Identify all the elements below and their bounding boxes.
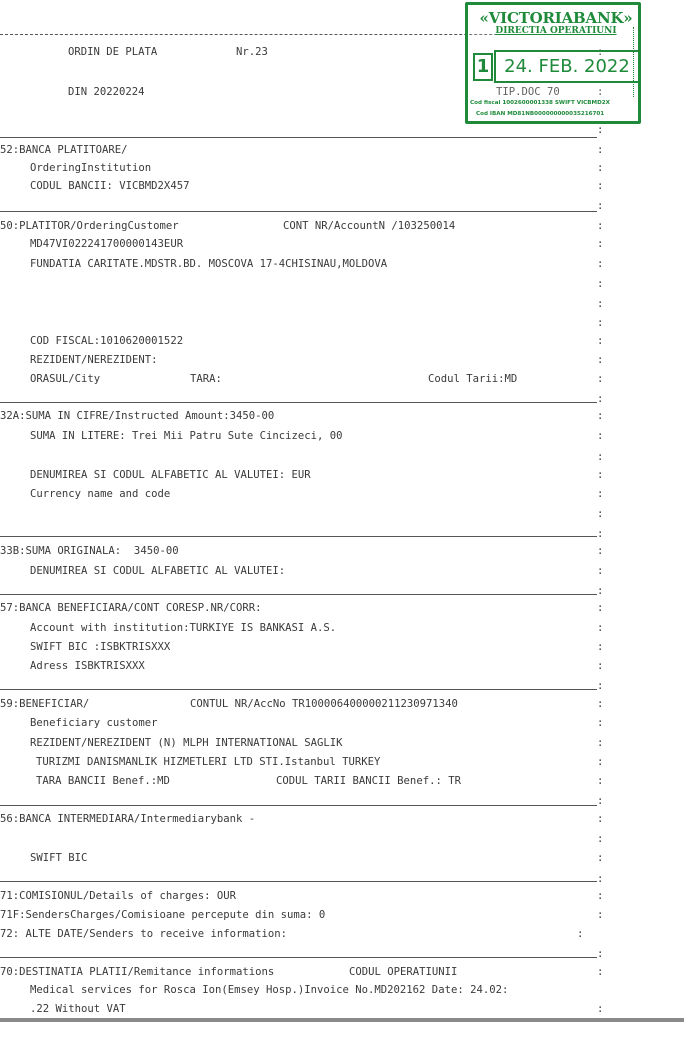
header-line-date: DIN 20220224 TIP.DOC 70 :: [68, 86, 604, 98]
stamp-iban-line: Cod IBAN MD81NB000000000035216701: [476, 111, 605, 117]
s57-address: Adress ISBKTRISXXX: [30, 660, 145, 672]
s59-resident: REZIDENT/NEREZIDENT (N) MLPH INTERNATIONAL SAGLIK: [30, 737, 343, 749]
s59-name-cont: TURIZMI DANISMANLIK HIZMETLERI LTD STI.Istanbul TURKEY: [36, 756, 381, 768]
s50-iban: MD47VI022241700000143EUR: [30, 238, 184, 250]
stamp-bank-name: «VICTORIABANK»: [479, 9, 633, 27]
s50-resident: REZIDENT/NEREZIDENT:: [30, 354, 158, 366]
s57-institution: Account with institution:TURKIYE IS BANKASI A.S.: [30, 622, 337, 634]
s70-title: 70:DESTINATIA PLATII/Remitance informations: [0, 966, 275, 978]
s52-bank-code: CODUL BANCII: VICBMD2X457: [30, 180, 190, 192]
s56-swift: SWIFT BIC: [30, 852, 88, 864]
s32a-amount-words: SUMA IN LITERE: Trei Mii Patru Sute Cincizeci, 00: [30, 430, 343, 442]
s57-title: 57:BANCA BENEFICIARA/CONT CORESP.NR/CORR:: [0, 602, 262, 614]
s70-op-code: CODUL OPERATIUNII: [349, 966, 458, 978]
s33b-title: 33B:SUMA ORIGINALA: 3450-00: [0, 545, 179, 557]
s50-name-address: FUNDATIA CARITATE.MDSTR.BD. MOSCOVA 17-4CHISINAU,MOLDOVA: [30, 258, 388, 270]
divider: [0, 957, 597, 958]
section-70: 70:DESTINATIA PLATII/Remitance informations CODUL OPERATIUNII :: [0, 966, 604, 978]
s50-city: ORASUL/City: [30, 373, 101, 385]
order-number: Nr.23: [236, 46, 268, 58]
s59-bank-country: TARA BANCII Benef.:MD: [36, 775, 170, 787]
s50-country: TARA:: [190, 373, 222, 385]
separator: :: [597, 46, 604, 58]
s59-title: 59:BENEFICIAR/: [0, 698, 90, 710]
section-33b: 33B:SUMA ORIGINALA: 3450-00 :: [0, 545, 604, 557]
s59-account: CONTUL NR/AccNo TR100006400000211230971340: [190, 698, 458, 710]
divider: [0, 881, 597, 882]
s50-title: 50:PLATITOR/OrderingCustomer: [0, 220, 179, 232]
bottom-scroll-edge: [0, 1018, 684, 1022]
s50-fiscal-code: COD FISCAL:1010620001522: [30, 335, 184, 347]
s50-country-code: Codul Tarii:MD: [428, 373, 518, 385]
section-56: 56:BANCA INTERMEDIARA/Intermediarybank - :: [0, 813, 604, 825]
section-52: 52:BANCA PLATITOARE/ :: [0, 144, 604, 156]
bank-stamp: [465, 2, 641, 124]
s52-title: 52:BANCA PLATITOARE/: [0, 144, 128, 156]
s57-swift: SWIFT BIC :ISBKTRISXXX: [30, 641, 171, 653]
s72-other-data: 72: ALTE DATE/Senders to receive information:: [0, 928, 288, 940]
order-title: ORDIN DE PLATA: [68, 46, 158, 58]
s56-title: 56:BANCA INTERMEDIARA/Intermediarybank -: [0, 813, 256, 825]
s32a-currency-en: Currency name and code: [30, 488, 171, 500]
s32a-title: 32A:SUMA IN CIFRE/Instructed Amount:3450-00: [0, 410, 275, 422]
s33b-currency: DENUMIREA SI CODUL ALFABETIC AL VALUTEI:: [30, 565, 286, 577]
stamp-number: 1: [473, 53, 493, 81]
s71f-senders-charges: 71F:SendersCharges/Comisioane percepute din suma: 0: [0, 909, 326, 921]
stamp-department: DIRECTIA OPERATIUNI: [495, 26, 617, 36]
doc-type: TIP.DOC 70: [496, 86, 560, 98]
divider: [0, 402, 597, 403]
s71-charges: 71:COMISIONUL/Details of charges: OUR: [0, 890, 236, 902]
stamp-fiscal-line: Cod fiscal 1002600001338 SWIFT VICBMD2X: [470, 100, 610, 106]
divider: [0, 211, 597, 212]
stamp-date: 24. FEB. 2022: [494, 50, 640, 83]
s32a-currency: DENUMIREA SI CODUL ALFABETIC AL VALUTEI: EUR: [30, 469, 311, 481]
s70-details-1: Medical services for Rosca Ion(Emsey Hosp.)Invoice No.MD202162 Date: 24.02:: [30, 984, 509, 996]
section-32a: 32A:SUMA IN CIFRE/Instructed Amount:3450-00 :: [0, 410, 604, 422]
section-50: 50:PLATITOR/OrderingCustomer CONT NR/AccountN /103250014 :: [0, 220, 604, 232]
divider: [0, 137, 597, 138]
divider: [0, 594, 597, 595]
s59-customer: Beneficiary customer: [30, 717, 158, 729]
section-71: 71:COMISIONUL/Details of charges: OUR :: [0, 890, 604, 902]
order-date: DIN 20220224: [68, 86, 145, 98]
s50-account: CONT NR/AccountN /103250014: [283, 220, 456, 232]
s70-details-2: .22 Without VAT: [30, 1003, 126, 1015]
divider: [0, 805, 597, 806]
divider: [0, 689, 597, 690]
divider: [0, 536, 597, 537]
section-57: 57:BANCA BENEFICIARA/CONT CORESP.NR/CORR: :: [0, 602, 604, 614]
s59-bank-country-code: CODUL TARII BANCII Benef.: TR: [276, 775, 461, 787]
stamp-side-border: [633, 27, 637, 97]
section-59: 59:BENEFICIAR/ CONTUL NR/AccNo TR100006400000211230971340 :: [0, 698, 604, 710]
s52-institution: OrderingInstitution: [30, 162, 152, 174]
